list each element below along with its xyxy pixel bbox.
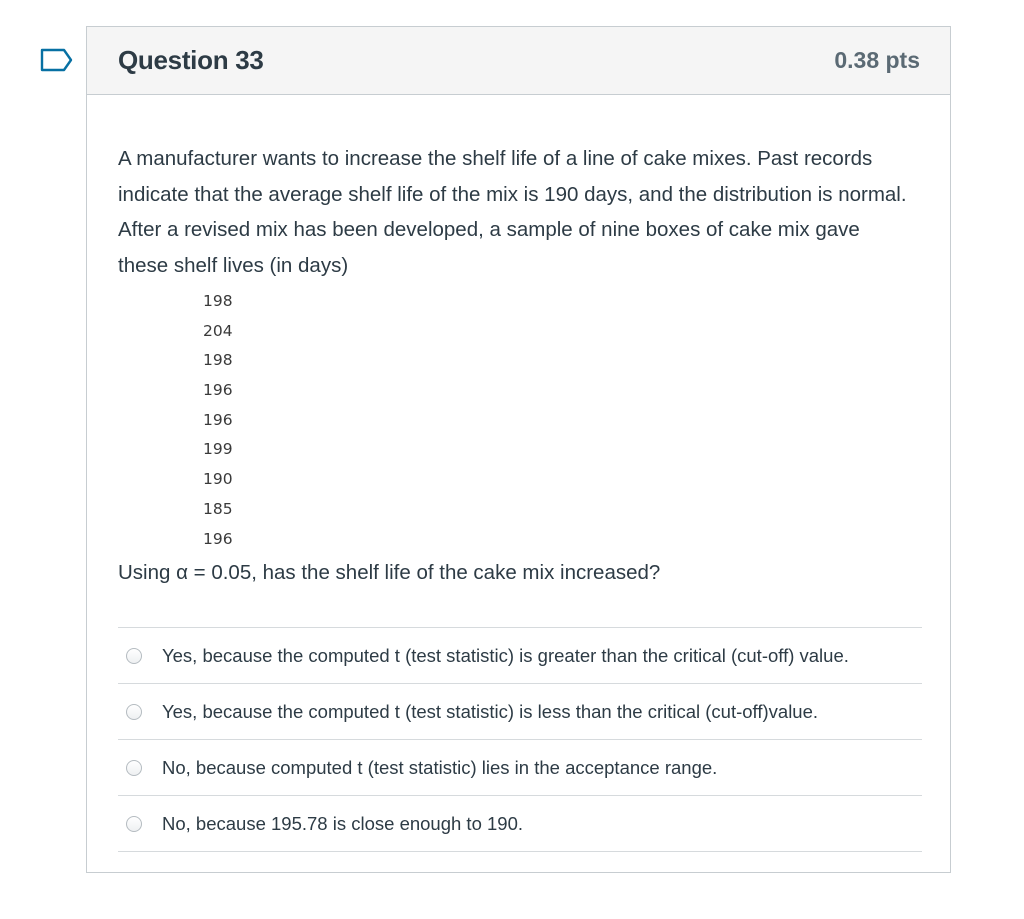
flag-question-icon[interactable]: [40, 48, 74, 72]
question-header: [87, 27, 950, 95]
list-item: 196: [203, 381, 233, 400]
shelf-life-values-list: [203, 287, 920, 554]
list-item: 198: [203, 351, 233, 370]
question-prompt: Using α = 0.05, has the shelf life of the cake mix increased?: [118, 561, 661, 585]
list-item: 185: [203, 499, 233, 518]
answer-option-3[interactable]: [118, 740, 922, 796]
list-item: 196: [203, 529, 233, 548]
question-points: 0.38 pts: [834, 47, 920, 73]
answer-option-1[interactable]: [118, 628, 922, 684]
radio-button[interactable]: [126, 704, 142, 720]
list-item: 199: [203, 440, 233, 459]
answer-option-2[interactable]: [118, 684, 922, 740]
list-item: 190: [203, 470, 233, 489]
answer-label[interactable]: Yes, because the computed t (test statistic) is less than the critical (cut-off)value.: [162, 700, 819, 722]
radio-button[interactable]: [126, 816, 142, 832]
list-item: 198: [203, 292, 233, 310]
answer-option-4[interactable]: [118, 796, 922, 852]
answer-label[interactable]: No, because computed t (test statistic) lies in the acceptance range.: [162, 756, 718, 778]
list-item: 204: [203, 321, 233, 340]
question-text: A manufacturer wants to increase the shelf life of a line of cake mixes. Past records indicate that the average shelf life of the mix is 190 days, and the distribution is normal. After a revised mix has been developed, a sample of nine boxes of cake mix gave these shelf lives (in days): [118, 147, 907, 277]
radio-button[interactable]: [126, 760, 142, 776]
answer-options: [118, 627, 922, 852]
question-title: Question 33: [118, 45, 264, 75]
question-card: [86, 26, 951, 873]
question-body: [87, 95, 950, 852]
list-item: 196: [203, 410, 233, 429]
answer-label[interactable]: No, because 195.78 is close enough to 190.: [162, 812, 524, 834]
answer-label[interactable]: Yes, because the computed t (test statistic) is greater than the critical (cut-off) value.: [162, 644, 849, 666]
radio-button[interactable]: [126, 648, 142, 664]
